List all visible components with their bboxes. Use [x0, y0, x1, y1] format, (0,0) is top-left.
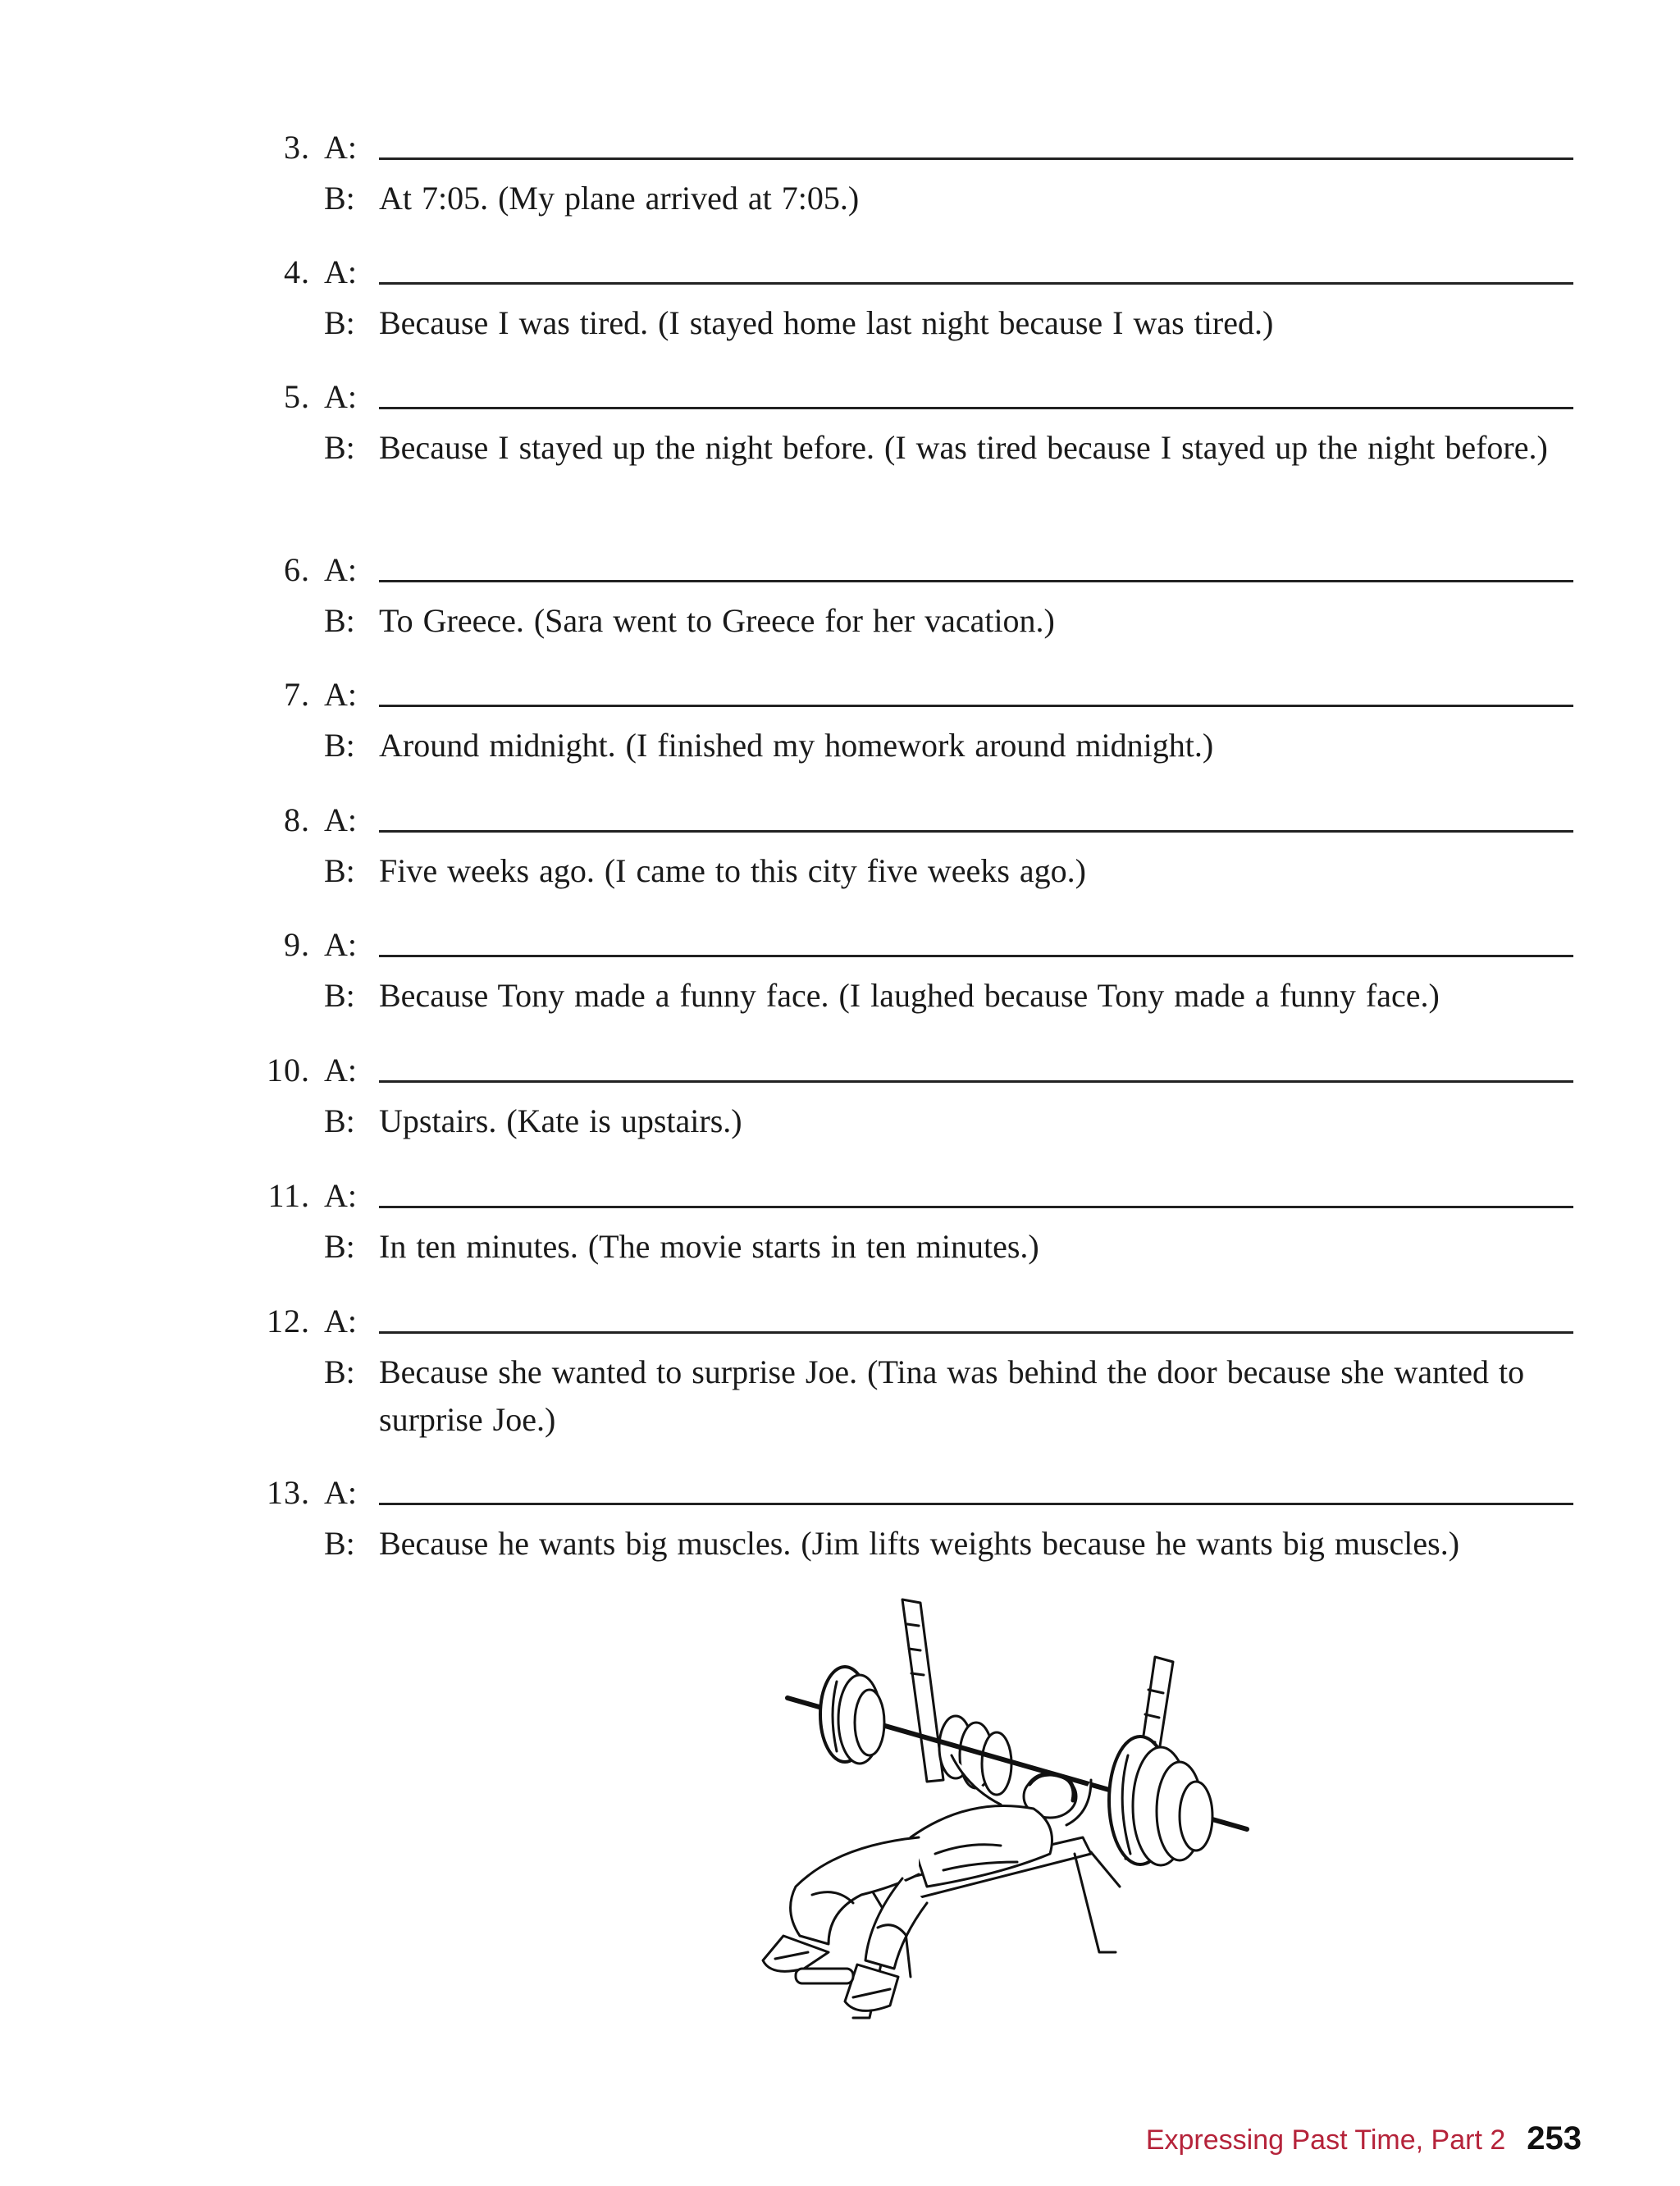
- speaker-b-label: B:: [324, 1525, 355, 1562]
- answer-blank-line[interactable]: [379, 407, 1573, 409]
- line-a: [0, 550, 1680, 591]
- line-a: [0, 1301, 1680, 1342]
- line-a: [0, 674, 1680, 715]
- page-footer: [1146, 2120, 1582, 2161]
- speaker-b-label: B:: [324, 1102, 355, 1139]
- exercise-number: 4.: [284, 253, 310, 290]
- chapter-title: Expressing Past Time, Part 2: [1145, 2124, 1506, 2156]
- speaker-a-label: A:: [324, 801, 357, 838]
- answer-blank-line[interactable]: [379, 580, 1573, 582]
- speaker-a-label: A:: [324, 378, 357, 415]
- line-a: [0, 924, 1680, 965]
- exercise-number: 7.: [284, 676, 310, 713]
- answer-text: In ten minutes. (The movie starts in ten minutes.): [379, 1228, 1039, 1265]
- speaker-b-label: B:: [324, 977, 355, 1014]
- answer-blank-line[interactable]: [379, 282, 1573, 285]
- answer-text: Because Tony made a funny face. (I laughed because Tony made a funny face.): [379, 977, 1440, 1014]
- line-a: [0, 252, 1680, 293]
- answer-blank-line[interactable]: [379, 705, 1573, 707]
- exercise-number: 3.: [284, 129, 310, 166]
- answer-blank-line[interactable]: [379, 955, 1573, 957]
- speaker-a-label: A:: [324, 551, 357, 588]
- exercise-number: 13.: [267, 1474, 310, 1511]
- speaker-b-label: B:: [324, 602, 355, 639]
- speaker-b-label: B:: [324, 727, 355, 764]
- speaker-a-label: A:: [324, 926, 357, 963]
- speaker-b-label: B:: [324, 429, 355, 466]
- speaker-a-label: A:: [324, 1474, 357, 1511]
- answer-text: Upstairs. (Kate is upstairs.): [379, 1102, 742, 1139]
- speaker-a-label: A:: [324, 676, 357, 713]
- line-a: [0, 1050, 1680, 1091]
- answer-blank-line[interactable]: [379, 157, 1573, 160]
- answer-text: Because she wanted to surprise Joe. (Tina was behind the door because she wanted to surprise Joe.): [379, 1353, 1525, 1438]
- exercise-number: 8.: [284, 801, 310, 838]
- answer-text: At 7:05. (My plane arrived at 7:05.): [379, 180, 860, 217]
- weightlifter-bench-press-illustration: [705, 1591, 1280, 2051]
- answer-text: Around midnight. (I finished my homework around midnight.): [379, 727, 1214, 764]
- speaker-a-label: A:: [324, 1303, 357, 1339]
- answer-text: Because I was tired. (I stayed home last night because I was tired.): [379, 304, 1274, 341]
- answer-text: Five weeks ago. (I came to this city five weeks ago.): [379, 852, 1086, 889]
- speaker-a-label: A:: [324, 1052, 357, 1088]
- speaker-b-label: B:: [324, 852, 355, 889]
- exercise-number: 9.: [284, 926, 310, 963]
- exercise-number: 10.: [267, 1052, 310, 1088]
- page-number: 253: [1527, 2120, 1582, 2156]
- answer-text: Because he wants big muscles. (Jim lifts weights because he wants big muscles.): [379, 1525, 1460, 1562]
- exercise-number: 5.: [284, 378, 310, 415]
- speaker-b-label: B:: [324, 180, 355, 217]
- speaker-b-label: B:: [324, 1353, 355, 1390]
- answer-blank-line[interactable]: [379, 830, 1573, 833]
- speaker-a-label: A:: [324, 253, 357, 290]
- speaker-a-label: A:: [324, 1177, 357, 1214]
- answer-blank-line[interactable]: [379, 1331, 1573, 1334]
- answer-blank-line[interactable]: [379, 1503, 1573, 1505]
- line-a: [0, 377, 1680, 418]
- line-a: [0, 800, 1680, 841]
- exercise-number: 6.: [284, 551, 310, 588]
- line-a: [0, 127, 1680, 168]
- speaker-b-label: B:: [324, 304, 355, 341]
- exercise-number: 12.: [267, 1303, 310, 1339]
- line-a: [0, 1472, 1680, 1513]
- exercise-number: 11.: [267, 1177, 310, 1214]
- speaker-a-label: A:: [324, 129, 357, 166]
- line-a: [0, 1175, 1680, 1216]
- answer-text: Because I stayed up the night before. (I was tired because I stayed up the night before.): [379, 429, 1548, 466]
- speaker-b-label: B:: [324, 1228, 355, 1265]
- answer-blank-line[interactable]: [379, 1206, 1573, 1208]
- answer-text: To Greece. (Sara went to Greece for her vacation.): [379, 602, 1055, 639]
- answer-blank-line[interactable]: [379, 1080, 1573, 1083]
